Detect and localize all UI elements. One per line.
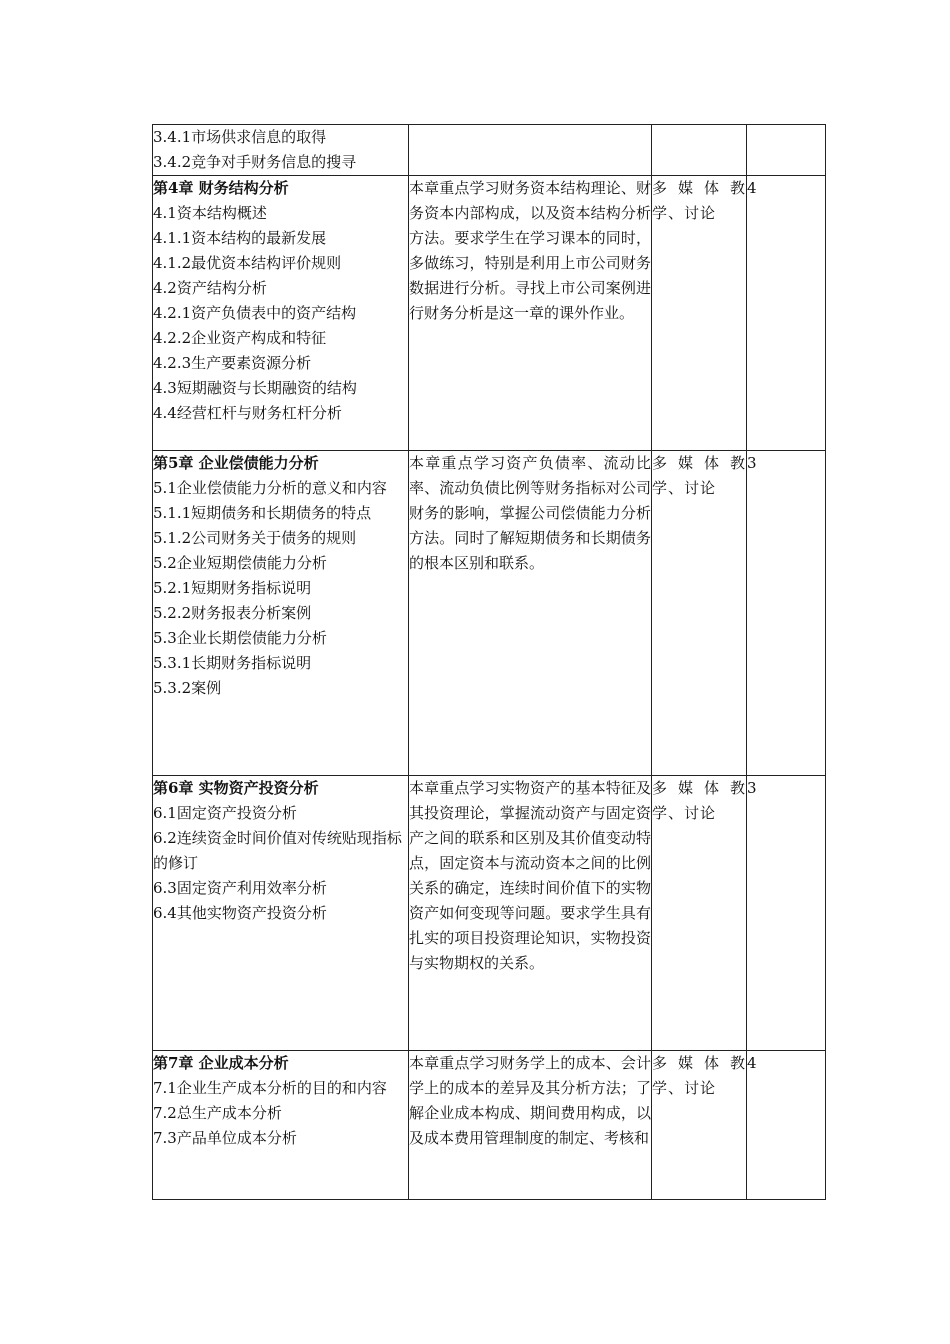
description-cell: 本章重点学习财务学上的成本、会计学上的成本的差异及其分析方法；了解企业成本构成、期间费用构成，以及成本费用管理制度的制定、考核和: [409, 1051, 652, 1200]
section-item: 5.2.1短期财务指标说明: [153, 579, 312, 597]
table-row: [153, 1051, 826, 1200]
method-cell: [652, 125, 747, 176]
section-item: 5.2.2财务报表分析案例: [153, 604, 312, 622]
hours-cell: [747, 125, 826, 176]
section-item: 5.2企业短期偿债能力分析: [153, 554, 327, 572]
content-cell: [153, 176, 409, 451]
chapter-title: 第6章 实物资产投资分析: [153, 779, 319, 797]
section-item: 3.4.2竞争对手财务信息的搜寻: [153, 153, 357, 171]
section-item: 4.2.2企业资产构成和特征: [153, 329, 327, 347]
section-item: 4.2.3生产要素资源分析: [153, 354, 312, 372]
content-cell: [153, 451, 409, 776]
method-cell: 多媒体教学、讨论: [652, 451, 747, 776]
section-item: 5.1.2公司财务关于债务的规则: [153, 529, 357, 547]
section-item: 4.1.1资本结构的最新发展: [153, 229, 327, 247]
chapter-title: 第7章 企业成本分析: [153, 1054, 289, 1072]
hours-cell: 3: [747, 451, 826, 776]
description-cell: 本章重点学习财务资本结构理论、财务资本内部构成，以及资本结构分析方法。要求学生在学习课本的同时，多做练习，特别是利用上市公司财务数据进行分析。寻找上市公司案例进行财务分析是这一章的课外作业。: [409, 176, 652, 451]
section-item: 7.3产品单位成本分析: [153, 1129, 297, 1147]
section-item: 4.1资本结构概述: [153, 204, 267, 222]
hours-cell: 4: [747, 176, 826, 451]
section-item: 4.3短期融资与长期融资的结构: [153, 379, 357, 397]
section-item: 4.2资产结构分析: [153, 279, 267, 297]
section-item: 6.2连续资金时间价值对传统贴现指标的修订: [153, 829, 402, 872]
chapter-title: 第5章 企业偿债能力分析: [153, 454, 319, 472]
chapter-title: 第4章 财务结构分析: [153, 179, 289, 197]
description-cell: [409, 125, 652, 176]
section-item: 5.3.1长期财务指标说明: [153, 654, 312, 672]
content-cell: [153, 776, 409, 1051]
section-item: 5.3.2案例: [153, 679, 222, 697]
method-cell: 多媒体教学、讨论: [652, 776, 747, 1051]
section-item: 4.2.1资产负债表中的资产结构: [153, 304, 357, 322]
section-item: 6.4其他实物资产投资分析: [153, 904, 327, 922]
section-item: 7.2总生产成本分析: [153, 1104, 282, 1122]
section-item: 3.4.1市场供求信息的取得: [153, 128, 327, 146]
table-row: [153, 451, 826, 776]
hours-cell: 4: [747, 1051, 826, 1200]
section-item: 6.3固定资产利用效率分析: [153, 879, 327, 897]
description-cell: 本章重点学习资产负债率、流动比率、流动负债比例等财务指标对公司财务的影响，掌握公司偿债能力分析方法。同时了解短期债务和长期债务的根本区别和联系。: [409, 451, 652, 776]
table-row: [153, 176, 826, 451]
method-cell: 多媒体教学、讨论: [652, 1051, 747, 1200]
syllabus-table: [152, 124, 826, 1200]
section-item: 4.1.2最优资本结构评价规则: [153, 254, 342, 272]
hours-cell: 3: [747, 776, 826, 1051]
section-item: 4.4经营杠杆与财务杠杆分析: [153, 404, 342, 422]
section-item: 5.1.1短期债务和长期债务的特点: [153, 504, 372, 522]
content-cell: [153, 1051, 409, 1200]
content-cell: [153, 125, 409, 176]
section-item: 5.1企业偿债能力分析的意义和内容: [153, 479, 387, 497]
description-cell: 本章重点学习实物资产的基本特征及其投资理论，掌握流动资产与固定资产之间的联系和区别及其价值变动特点，固定资本与流动资本之间的比例关系的确定，连续时间价值下的实物资产如何变现等问题。要求学生具有扎实的项目投资理论知识，实物投资与实物期权的关系。: [409, 776, 652, 1051]
section-item: 6.1固定资产投资分析: [153, 804, 297, 822]
section-item: 5.3企业长期偿债能力分析: [153, 629, 327, 647]
method-cell: 多媒体教学、讨论: [652, 176, 747, 451]
table-row: [153, 776, 826, 1051]
section-item: 7.1企业生产成本分析的目的和内容: [153, 1079, 387, 1097]
table-row: [153, 125, 826, 176]
